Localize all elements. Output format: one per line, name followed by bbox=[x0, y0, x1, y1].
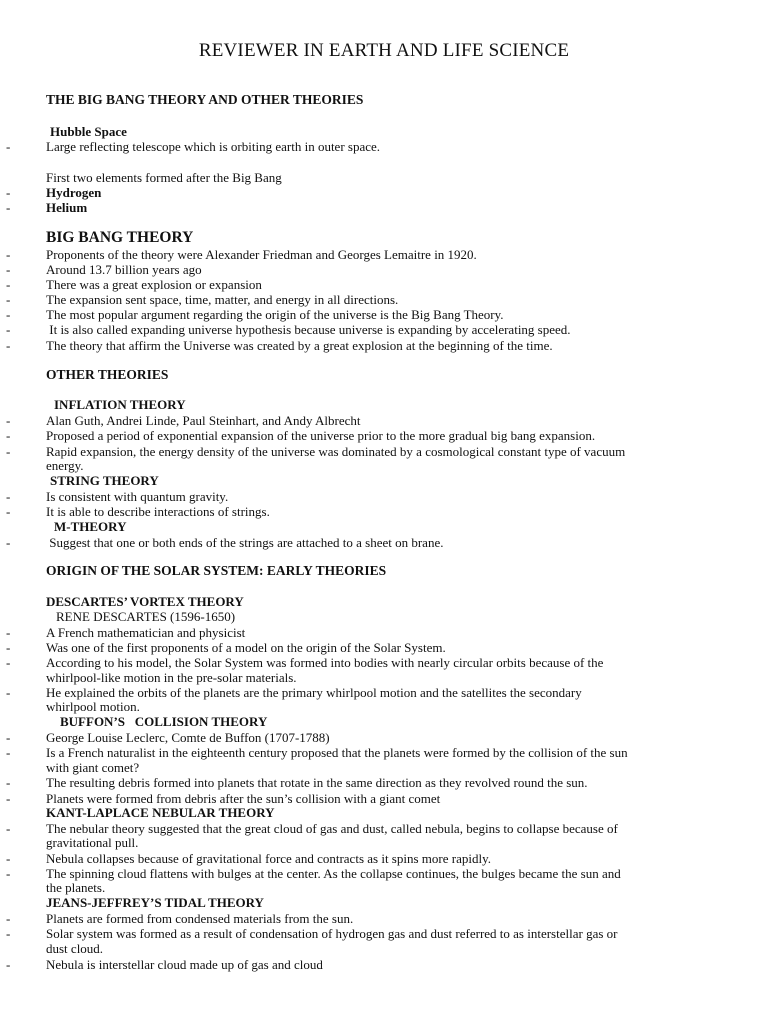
bullet-dash: - bbox=[6, 957, 11, 972]
list-item-text: Around 13.7 billion years ago bbox=[46, 262, 202, 277]
bullet-dash: - bbox=[6, 262, 11, 277]
heading-buffon-collision-theory: BUFFON’S COLLISION THEORY bbox=[60, 714, 268, 729]
list-item-text: Planets were formed from debris after the sun’s collision with a giant comet bbox=[46, 791, 441, 806]
list-item-text: Rapid expansion, the energy density of the universe was dominated by a cosmological constant type of vacuum bbox=[46, 444, 626, 459]
heading-string-theory: STRING THEORY bbox=[50, 473, 159, 488]
list-item-text: Nebula collapses because of gravitational force and contracts as it spins more rapidly. bbox=[46, 851, 491, 866]
heading-descartes-vortex-theory: DESCARTES’ VORTEX THEORY bbox=[46, 594, 244, 609]
list-item-text: A French mathematician and physicist bbox=[46, 625, 246, 640]
bullet-dash: - bbox=[6, 640, 11, 655]
list-item-text: According to his model, the Solar System was formed into bodies with nearly circular orbits because of the bbox=[46, 655, 604, 670]
heading-inflation-theory: INFLATION THEORY bbox=[54, 397, 186, 412]
bullet-dash: - bbox=[6, 851, 11, 866]
list-item-text: with giant comet? bbox=[46, 760, 140, 775]
bullet-dash: - bbox=[6, 139, 11, 154]
list-item-text: Is a French naturalist in the eighteenth century proposed that the planets were formed by the collision of the sun bbox=[46, 745, 628, 760]
heading-hubble-space: Hubble Space bbox=[50, 124, 127, 139]
descartes-name: RENE DESCARTES (1596-1650) bbox=[56, 609, 236, 624]
list-item-text: whirlpool-like motion in the pre-solar materials. bbox=[46, 670, 297, 685]
bullet-dash: - bbox=[6, 200, 11, 215]
heading-jeans-jeffrey-tidal-theory: JEANS-JEFFREY’S TIDAL THEORY bbox=[46, 895, 264, 910]
bullet-dash: - bbox=[6, 866, 11, 881]
bullet-dash: - bbox=[6, 338, 11, 353]
list-item-text: energy. bbox=[46, 458, 84, 473]
list-item-text: It is also called expanding universe hypothesis because universe is expanding by accelerating speed. bbox=[46, 322, 571, 337]
list-item-text: Was one of the first proponents of a model on the origin of the Solar System. bbox=[46, 640, 446, 655]
list-item-text: Is consistent with quantum gravity. bbox=[46, 489, 229, 504]
bullet-dash: - bbox=[6, 730, 11, 745]
list-item-text: The expansion sent space, time, matter, and energy in all directions. bbox=[46, 292, 399, 307]
list-item-text: He explained the orbits of the planets are the primary whirlpool motion and the satellites the secondary bbox=[46, 685, 582, 700]
list-item-text: The theory that affirm the Universe was created by a great explosion at the beginning of the time. bbox=[46, 338, 553, 353]
first-two-elements-text: First two elements formed after the Big Bang bbox=[46, 170, 282, 185]
list-item-text: dust cloud. bbox=[46, 941, 104, 956]
bullet-dash: - bbox=[6, 444, 11, 459]
list-item-text: Alan Guth, Andrei Linde, Paul Steinhart, and Andy Albrecht bbox=[46, 413, 361, 428]
document-title: REVIEWER IN EARTH AND LIFE SCIENCE bbox=[198, 40, 570, 61]
list-item-text: Helium bbox=[46, 200, 88, 215]
bullet-dash: - bbox=[6, 791, 11, 806]
bullet-dash: - bbox=[6, 625, 11, 640]
bullet-dash: - bbox=[6, 489, 11, 504]
list-item-text: There was a great explosion or expansion bbox=[46, 277, 262, 292]
list-item-text: whirlpool motion. bbox=[46, 699, 140, 714]
list-item-text: Suggest that one or both ends of the strings are attached to a sheet on brane. bbox=[46, 535, 444, 550]
list-item-text: gravitational pull. bbox=[46, 835, 139, 850]
section-heading-big-bang-and-other: THE BIG BANG THEORY AND OTHER THEORIES bbox=[46, 92, 364, 107]
list-item-text: The most popular argument regarding the origin of the universe is the Big Bang Theory. bbox=[46, 307, 504, 322]
bullet-dash: - bbox=[6, 685, 11, 700]
list-item-text: Large reflecting telescope which is orbiting earth in outer space. bbox=[46, 139, 381, 154]
list-item-text: Hydrogen bbox=[46, 185, 102, 200]
bullet-dash: - bbox=[6, 428, 11, 443]
bullet-dash: - bbox=[6, 247, 11, 262]
bullet-dash: - bbox=[6, 413, 11, 428]
list-item-text: Planets are formed from condensed materials from the sun. bbox=[46, 911, 354, 926]
bullet-dash: - bbox=[6, 911, 11, 926]
bullet-dash: - bbox=[6, 277, 11, 292]
heading-m-theory: M-THEORY bbox=[54, 519, 127, 534]
heading-origin-solar-system: ORIGIN OF THE SOLAR SYSTEM: EARLY THEORIES bbox=[46, 563, 387, 578]
bullet-dash: - bbox=[6, 821, 11, 836]
list-item-text: The nebular theory suggested that the great cloud of gas and dust, called nebula, begins to collapse because of bbox=[46, 821, 618, 836]
list-item-text: George Louise Leclerc, Comte de Buffon (1707-1788) bbox=[46, 730, 330, 745]
heading-other-theories: OTHER THEORIES bbox=[46, 367, 169, 382]
list-item-text: It is able to describe interactions of strings. bbox=[46, 504, 270, 519]
list-item-text: the planets. bbox=[46, 880, 106, 895]
heading-kant-laplace-nebular-theory: KANT-LAPLACE NEBULAR THEORY bbox=[46, 805, 275, 820]
bullet-dash: - bbox=[6, 322, 11, 337]
bullet-dash: - bbox=[6, 745, 11, 760]
heading-big-bang-theory: BIG BANG THEORY bbox=[46, 229, 194, 246]
bullet-dash: - bbox=[6, 504, 11, 519]
bullet-dash: - bbox=[6, 185, 11, 200]
list-item-text: The spinning cloud flattens with bulges at the center. As the collapse continues, the bulges became the sun and bbox=[46, 866, 621, 881]
bullet-dash: - bbox=[6, 655, 11, 670]
bullet-dash: - bbox=[6, 926, 11, 941]
list-item-text: The resulting debris formed into planets that rotate in the same direction as they revolved round the sun. bbox=[46, 775, 588, 790]
list-item-text: Solar system was formed as a result of condensation of hydrogen gas and dust referred to as interstellar gas or bbox=[46, 926, 618, 941]
list-item-text: Proposed a period of exponential expansion of the universe prior to the more gradual big bang expansion. bbox=[46, 428, 596, 443]
bullet-dash: - bbox=[6, 775, 11, 790]
bullet-dash: - bbox=[6, 535, 11, 550]
list-item-text: Nebula is interstellar cloud made up of gas and cloud bbox=[46, 957, 323, 972]
bullet-dash: - bbox=[6, 292, 11, 307]
bullet-dash: - bbox=[6, 307, 11, 322]
list-item-text: Proponents of the theory were Alexander Friedman and Georges Lemaitre in 1920. bbox=[46, 247, 477, 262]
